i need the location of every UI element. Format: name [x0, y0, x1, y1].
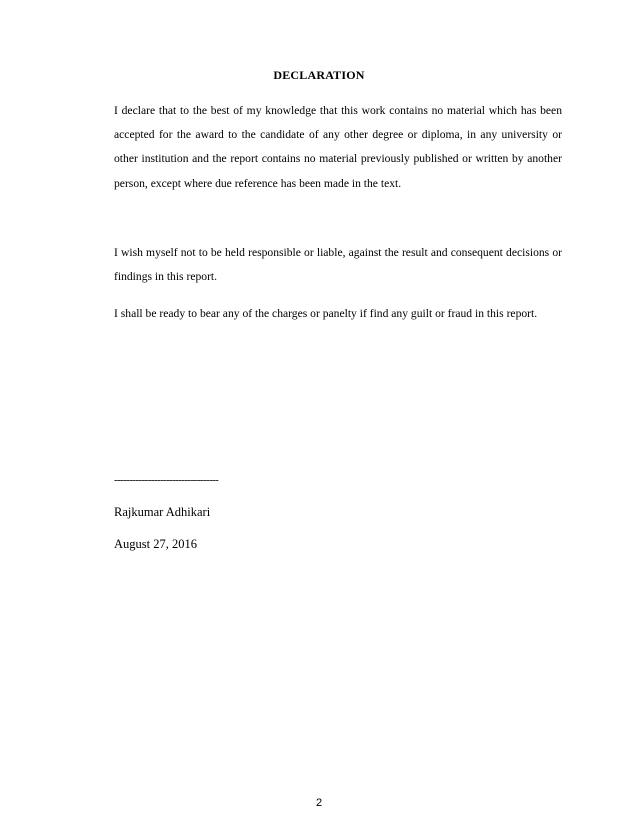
declaration-paragraph-3: I shall be ready to bear any of the charges or panelty if find any guilt or fraud in this report.	[114, 307, 538, 320]
signatory-name: Rajkumar Adhikari	[114, 505, 211, 519]
declaration-title: DECLARATION	[273, 68, 365, 82]
declaration-paragraph-1: I declare that to the best of my knowledge that this work contains no material which has been accepted for the award to the candidate of any other degree or diploma, in any university or other institution and the report contains no material previously published or written by another person, except where due reference has been made in the text.	[114, 104, 562, 190]
signature-date: August 27, 2016	[114, 537, 197, 551]
signature-line: ----------------------------------	[114, 474, 219, 486]
declaration-paragraph-2: I wish myself not to be held responsible or liable, against the result and consequent decisions or findings in this report.	[114, 246, 562, 284]
page-number: 2	[315, 797, 323, 809]
